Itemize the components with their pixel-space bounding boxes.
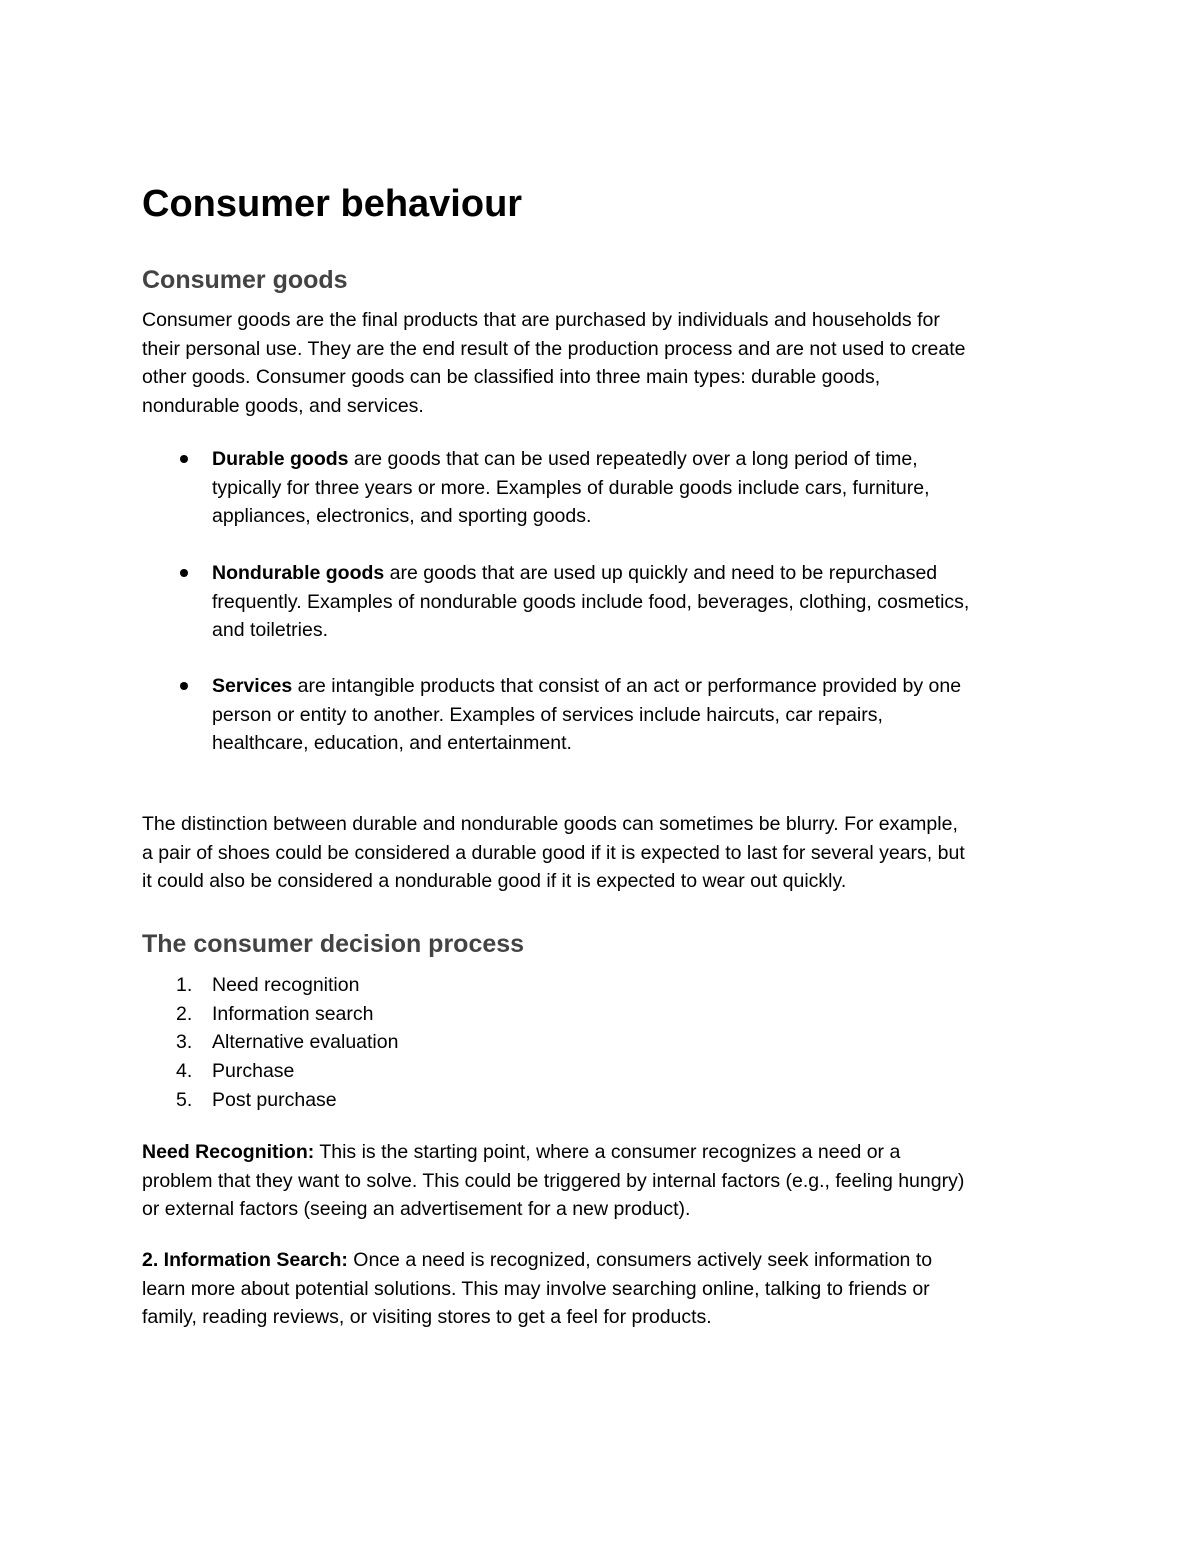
section-heading-decision-process: The consumer decision process — [142, 930, 525, 958]
step-label: Purchase — [212, 1060, 295, 1083]
distinction-paragraph — [142, 810, 1062, 896]
step-number: 4. — [176, 1060, 193, 1083]
step-number: 2. — [176, 1002, 193, 1025]
term-description: This is the starting point, where a consumer recognizes a need or a — [314, 1141, 901, 1163]
term-label: Services — [212, 675, 293, 697]
term-description: are goods that are used up quickly and need to be repurchased — [384, 562, 938, 584]
text-line — [142, 1138, 1062, 1167]
step-number: 5. — [176, 1088, 193, 1111]
bullet-icon — [180, 455, 188, 463]
term-label: 2. Information Search: — [142, 1249, 348, 1271]
term-label: Durable goods — [212, 448, 349, 470]
text-line: typically for three years or more. Examples of durable goods include cars, furniture, — [212, 476, 930, 499]
text-line: problem that they want to solve. This could be triggered by internal factors (e.g., feeling hungry) — [142, 1169, 965, 1192]
information-search-paragraph — [142, 1246, 1062, 1332]
list-item-text — [212, 445, 1062, 531]
text-line: it could also be considered a nondurable good if it is expected to wear out quickly. — [142, 870, 847, 893]
text-line — [212, 445, 1062, 474]
step-label: Need recognition — [212, 974, 360, 996]
text-line: or external factors (seeing an advertisement for a new product). — [142, 1198, 691, 1221]
text-line: nondurable goods, and services. — [142, 395, 424, 418]
text-line: other goods. Consumer goods can be classified into three main types: durable goods, — [142, 366, 881, 389]
step-number: 1. — [176, 974, 193, 996]
text-line — [212, 672, 1062, 701]
step-label: Alternative evaluation — [212, 1031, 399, 1054]
term-label: Nondurable goods — [212, 562, 385, 584]
text-line: family, reading reviews, or visiting stores to get a feel for products. — [142, 1306, 712, 1329]
text-line: a pair of shoes could be considered a durable good if it is expected to last for several years, but — [142, 841, 965, 864]
text-line — [142, 1246, 1062, 1275]
text-line: Consumer goods are the final products that are purchased by individuals and households for — [142, 309, 940, 331]
text-line: and toiletries. — [212, 619, 328, 642]
bullet-icon — [180, 569, 188, 577]
text-line: learn more about potential solutions. This may involve searching online, talking to friends or — [142, 1277, 930, 1300]
term-description: Once a need is recognized, consumers actively seek information to — [347, 1249, 933, 1271]
text-line: their personal use. They are the end result of the production process and are not used to create — [142, 337, 966, 360]
term-label: Need Recognition: — [142, 1141, 315, 1163]
section-heading-consumer-goods: Consumer goods — [142, 266, 348, 294]
list-item-text — [212, 672, 1062, 758]
term-description: are goods that can be used repeatedly over a long period of time, — [348, 448, 918, 470]
term-description: are intangible products that consist of an act or performance provided by one — [292, 675, 962, 697]
page-title: Consumer behaviour — [142, 183, 523, 225]
text-line: appliances, electronics, and sporting goods. — [212, 505, 592, 528]
need-recognition-paragraph — [142, 1138, 1062, 1224]
text-line: frequently. Examples of nondurable goods include food, beverages, clothing, cosmetics, — [212, 590, 970, 613]
step-label: Post purchase — [212, 1088, 337, 1111]
step-label: Information search — [212, 1002, 374, 1025]
text-line: The distinction between durable and nondurable goods can sometimes be blurry. For example, — [142, 813, 958, 835]
text-line — [212, 559, 1062, 588]
text-line: person or entity to another. Examples of services include haircuts, car repairs, — [212, 703, 883, 726]
list-item-text — [212, 559, 1062, 645]
intro-paragraph — [142, 306, 1062, 421]
bullet-icon — [180, 682, 188, 690]
step-number: 3. — [176, 1031, 193, 1054]
text-line: healthcare, education, and entertainment. — [212, 732, 572, 755]
